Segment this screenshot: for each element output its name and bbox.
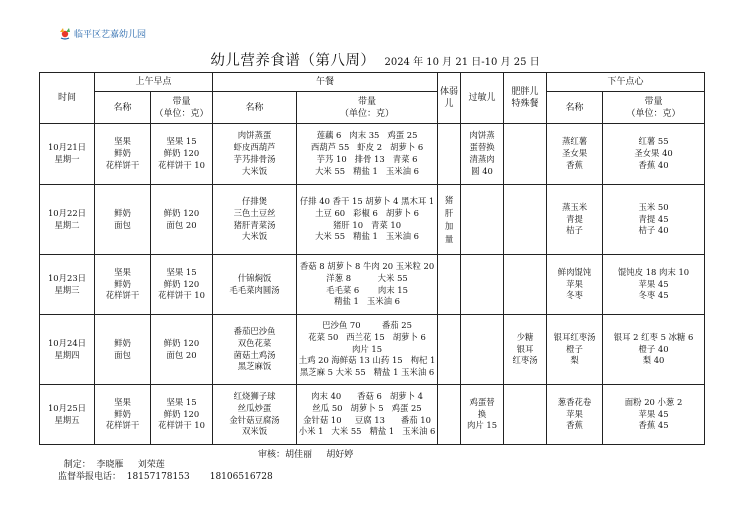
lunch-qty-line: 香菇 8 胡萝卜 8 牛肉 20 玉米粒 20 xyxy=(299,260,435,271)
menu-date-range: 2024 年 10 月 21 日-10 月 25 日 xyxy=(384,57,540,68)
morning-snack-names xyxy=(95,385,151,445)
obese-special-meal-line: 少糖 xyxy=(516,331,534,342)
lunch-qty-line: 黑芝麻 5 大米 55 精盐 1 玉米油 6 xyxy=(299,367,435,378)
header-morning-snack: 上午早点 xyxy=(95,73,213,92)
afternoon-snack-names-line: 苹果 xyxy=(566,278,583,289)
afternoon-snack-names xyxy=(547,385,603,445)
day-weekday-text: 星期一 xyxy=(54,154,80,164)
kindergarten-name: 临平区艺嘉幼儿园 xyxy=(74,29,147,40)
allergy-meal xyxy=(461,124,504,185)
lunch-names-line: 番茄巴沙鱼 xyxy=(233,325,276,336)
lunch-qty-line: 毛毛菜 6 肉末 15 xyxy=(326,284,408,295)
morning-snack-names-line: 鲜奶 xyxy=(114,278,131,289)
menu-day-row xyxy=(40,124,705,185)
menu-day-row xyxy=(40,255,705,315)
lunch-names-line: 红烧狮子球 xyxy=(233,390,276,401)
afternoon-snack-names-line: 葱香花卷 xyxy=(557,396,592,407)
header-obese-line1: 肥胖儿 xyxy=(511,87,539,97)
obese-special-meal xyxy=(504,315,547,385)
afternoon-snack-qty-line: 冬枣 45 xyxy=(638,290,669,301)
obese-special-meal-line: 银耳 xyxy=(516,343,534,354)
afternoon-snack-qty-line: 红薯 55 xyxy=(638,136,669,147)
afternoon-snack-names-line: 香蕉 xyxy=(566,420,583,431)
kindergarten-logo-icon xyxy=(58,26,72,40)
morning-snack-qty xyxy=(151,185,213,255)
morning-snack-qty-line: 坚果 15 xyxy=(166,136,197,147)
morning-snack-qty-line: 面包 20 xyxy=(166,219,197,230)
afternoon-snack-names-line: 梨 xyxy=(570,355,579,366)
obese-special-meal xyxy=(504,185,547,255)
lunch-names-line: 金针菇豆腐汤 xyxy=(229,414,280,425)
morning-snack-qty-line: 坚果 15 xyxy=(166,266,197,277)
lunch-names-line: 双色花菜 xyxy=(237,337,272,348)
obese-special-meal xyxy=(504,385,547,445)
allergy-meal xyxy=(461,385,504,445)
morning-snack-names-line: 花样饼干 xyxy=(105,290,140,301)
morning-snack-names-line: 鲜奶 xyxy=(114,408,131,419)
allergy-meal-line: 鸡蛋替 xyxy=(469,396,495,407)
morning-snack-names-line: 坚果 xyxy=(114,266,131,277)
menu-day-row xyxy=(40,385,705,445)
afternoon-snack-qty-line: 香蕉 40 xyxy=(638,159,669,170)
day-date-text: 10月22日 xyxy=(47,207,87,218)
header-afternoon-qty: 带量 （单位：克） xyxy=(603,92,705,124)
afternoon-snack-qty-line: 苹果 45 xyxy=(638,408,669,419)
menu-title: 幼儿营养食谱（第八周） xyxy=(210,53,376,69)
lunch-names-line: 菌菇土鸡汤 xyxy=(233,349,276,360)
weak-child-meal xyxy=(438,124,461,185)
footer-reviewed-by: 审核：胡佳丽 胡好婷 xyxy=(258,450,354,460)
allergy-meal-line: 换 xyxy=(477,408,487,419)
afternoon-snack-qty xyxy=(603,255,705,315)
lunch-qty xyxy=(297,255,438,315)
weak-child-meal-line: 肝 xyxy=(444,207,454,218)
afternoon-snack-names-line: 橙子 xyxy=(566,343,583,354)
afternoon-snack-names-line: 圣女果 xyxy=(561,148,588,159)
morning-snack-names-line: 坚果 xyxy=(114,396,131,407)
day-date-text: 10月21日 xyxy=(47,142,87,153)
allergy-meal-line: 圆 40 xyxy=(471,165,493,176)
nutrition-menu-table xyxy=(39,72,705,445)
day-date xyxy=(40,124,95,185)
day-date-text: 10月23日 xyxy=(47,272,87,283)
day-date-text: 10月25日 xyxy=(47,402,87,413)
allergy-meal-line: 蛋替换 xyxy=(469,142,495,153)
morning-snack-names-line: 花样饼干 xyxy=(105,420,140,431)
lunch-qty-line: 大米 55 精盐 1 玉米油 6 xyxy=(315,165,419,176)
morning-snack-qty-line: 花样饼干 10 xyxy=(158,420,205,431)
morning-snack-qty xyxy=(151,315,213,385)
weak-child-meal-line: 猪 xyxy=(444,194,454,205)
menu-day-row xyxy=(40,315,705,385)
afternoon-snack-qty-line: 香蕉 45 xyxy=(638,420,669,431)
afternoon-snack-qty xyxy=(603,385,705,445)
lunch-qty-line: 巴沙鱼 70 番茄 25 xyxy=(322,320,412,330)
lunch-qty xyxy=(297,315,438,385)
lunch-names xyxy=(213,255,297,315)
lunch-qty-line: 金针菇 10 豆腐 13 番茄 10 xyxy=(303,414,431,425)
lunch-qty-line: 肉片 15 xyxy=(351,343,383,354)
day-date xyxy=(40,315,95,385)
afternoon-snack-names-line: 鲜肉馄饨 xyxy=(557,266,592,277)
allergy-meal xyxy=(461,315,504,385)
day-date xyxy=(40,255,95,315)
lunch-qty-line: 洋葱 8 大米 55 xyxy=(326,272,408,283)
allergy-meal-line: 肉饼蒸 xyxy=(469,130,495,141)
lunch-qty-line: 土豆 60 彩椒 6 胡萝卜 6 xyxy=(315,207,419,218)
morning-snack-names xyxy=(95,185,151,255)
lunch-qty-line: 莲藕 6 肉末 35 鸡蛋 25 xyxy=(316,130,418,141)
lunch-qty xyxy=(297,124,438,185)
obese-special-meal-line: 红枣汤 xyxy=(512,355,538,366)
header-morning-name: 名称 xyxy=(95,92,151,124)
lunch-qty xyxy=(297,385,438,445)
lunch-qty-line: 芋艿 10 排骨 13 青菜 6 xyxy=(316,154,418,164)
afternoon-snack-names xyxy=(547,185,603,255)
morning-snack-qty xyxy=(151,124,213,185)
lunch-qty-line: 肉末 40 香菇 6 胡萝卜 4 xyxy=(311,390,423,401)
lunch-qty-line: 小米 1 大米 55 精盐 1 玉米油 6 xyxy=(298,426,436,437)
morning-snack-qty-line: 鲜奶 120 xyxy=(163,207,200,218)
day-weekday-text: 星期四 xyxy=(54,349,80,360)
header-lunch: 午餐 xyxy=(213,73,438,92)
day-date xyxy=(40,385,95,445)
header-obese-special xyxy=(504,73,547,124)
header-time: 时间 xyxy=(40,73,95,124)
footer-hotline: 监督举报电话： 18157178153 18106516728 xyxy=(58,472,273,482)
afternoon-snack-qty-line: 玉米 50 xyxy=(638,201,669,212)
afternoon-snack-names-line: 苹果 xyxy=(566,408,583,419)
lunch-qty-line: 丝瓜 50 胡萝卜 5 鸡蛋 25 xyxy=(312,402,422,413)
afternoon-snack-qty-line: 橙子 40 xyxy=(638,343,669,354)
allergy-meal-line: 清蒸肉 xyxy=(469,154,495,164)
weak-child-meal xyxy=(438,385,461,445)
lunch-qty-line: 大米 55 精盐 1 玉米油 6 xyxy=(315,231,419,242)
lunch-names-line: 大米饭 xyxy=(241,165,268,176)
afternoon-snack-qty-line: 苹果 45 xyxy=(638,278,669,289)
allergy-meal-line: 肉片 15 xyxy=(466,420,498,431)
lunch-names-line: 双米饭 xyxy=(241,426,268,437)
header-lunch-qty: 带量 （单位：克） xyxy=(297,92,438,124)
morning-snack-names-line: 面包 xyxy=(114,219,131,230)
afternoon-snack-names-line: 蒸红薯 xyxy=(561,136,588,147)
afternoon-snack-names-line: 蒸玉米 xyxy=(561,201,588,212)
afternoon-snack-names xyxy=(547,255,603,315)
morning-snack-qty xyxy=(151,255,213,315)
afternoon-snack-qty-line: 面粉 20 小葱 2 xyxy=(624,396,683,407)
lunch-names xyxy=(213,185,297,255)
afternoon-snack-names xyxy=(547,315,603,385)
morning-snack-qty-line: 鲜奶 120 xyxy=(163,408,200,419)
allergy-meal xyxy=(461,185,504,255)
lunch-qty-line: 猪肝 10 青菜 10 xyxy=(332,219,402,230)
day-date xyxy=(40,185,95,255)
day-weekday-text: 星期三 xyxy=(54,284,80,295)
morning-snack-qty-line: 花样饼干 10 xyxy=(158,159,205,170)
allergy-meal xyxy=(461,255,504,315)
morning-snack-names xyxy=(95,124,151,185)
afternoon-snack-qty-line: 圣女果 40 xyxy=(634,148,673,159)
footer-prepared-by: 制定： 李晓雁 刘荣莲 xyxy=(63,460,165,470)
afternoon-snack-qty-line: 梨 40 xyxy=(642,355,665,366)
morning-snack-qty-line: 面包 20 xyxy=(166,349,197,360)
header-obese-line2: 特殊餐 xyxy=(511,99,539,109)
morning-snack-qty-line: 坚果 15 xyxy=(166,396,197,407)
afternoon-snack-qty-line: 青提 45 xyxy=(638,213,669,224)
afternoon-snack-qty xyxy=(603,315,705,385)
afternoon-snack-qty-line: 馄饨皮 18 肉末 10 xyxy=(617,266,690,277)
obese-special-meal xyxy=(504,255,547,315)
day-weekday-text: 星期二 xyxy=(54,219,80,230)
obese-special-meal xyxy=(504,124,547,185)
lunch-names-line: 肉饼蒸蛋 xyxy=(237,130,272,141)
morning-snack-names-line: 花样饼干 xyxy=(105,159,140,170)
lunch-names-line: 芋艿排骨汤 xyxy=(233,154,276,164)
page-title xyxy=(0,49,750,70)
weak-child-meal xyxy=(438,185,461,255)
afternoon-snack-names-line: 青提 xyxy=(566,213,583,224)
morning-snack-qty-line: 鲜奶 120 xyxy=(163,337,200,348)
afternoon-snack-names-line: 冬枣 xyxy=(566,290,583,301)
afternoon-snack-names xyxy=(547,124,603,185)
morning-snack-names-line: 鲜奶 xyxy=(114,148,131,159)
morning-snack-names-line: 面包 xyxy=(114,349,131,360)
menu-day-row xyxy=(40,185,705,255)
lunch-qty-line: 仔排 40 香干 15 胡萝卜 4 黑木耳 1 xyxy=(299,195,435,206)
weak-child-meal xyxy=(438,315,461,385)
kindergarten-logo xyxy=(58,26,146,40)
lunch-names-line: 虾皮西葫芦 xyxy=(233,142,276,153)
header-lunch-name: 名称 xyxy=(213,92,297,124)
lunch-names-line: 大米饭 xyxy=(241,231,268,242)
day-weekday-text: 星期五 xyxy=(54,414,80,425)
morning-snack-qty-line: 鲜奶 120 xyxy=(163,278,200,289)
header-morning-qty: 带量 （单位：克） xyxy=(151,92,213,124)
lunch-names-line: 丝瓜炒蛋 xyxy=(237,402,272,413)
weak-child-meal-line: 量 xyxy=(444,233,454,244)
morning-snack-names-line: 坚果 xyxy=(114,136,131,147)
weak-child-meal xyxy=(438,255,461,315)
afternoon-snack-qty-line: 银耳 2 红枣 5 冰糖 6 xyxy=(613,331,694,342)
lunch-names-line: 仔排煲 xyxy=(241,195,268,206)
afternoon-snack-names-line: 桔子 xyxy=(566,225,583,236)
lunch-qty-line: 精盐 1 玉米油 6 xyxy=(334,296,400,307)
morning-snack-names xyxy=(95,315,151,385)
lunch-names-line: 三色土豆丝 xyxy=(233,207,276,218)
morning-snack-qty-line: 花样饼干 10 xyxy=(158,290,205,301)
header-allergy: 过敏儿 xyxy=(461,73,504,124)
morning-snack-qty xyxy=(151,385,213,445)
weak-child-meal-line: 加 xyxy=(444,220,454,231)
morning-snack-names-line: 鲜奶 xyxy=(114,337,131,348)
lunch-names-line: 猪肝青菜汤 xyxy=(233,219,276,230)
day-date-text: 10月24日 xyxy=(47,337,87,348)
lunch-names xyxy=(213,124,297,185)
header-afternoon-snack: 下午点心 xyxy=(547,73,705,92)
afternoon-snack-qty xyxy=(603,124,705,185)
lunch-names-line: 黑芝麻饭 xyxy=(237,361,272,372)
lunch-names xyxy=(213,315,297,385)
morning-snack-names xyxy=(95,255,151,315)
morning-snack-names-line: 鲜奶 xyxy=(114,207,131,218)
afternoon-snack-qty-line: 桔子 40 xyxy=(638,225,669,236)
lunch-qty xyxy=(297,185,438,255)
header-afternoon-name: 名称 xyxy=(547,92,603,124)
lunch-names-line: 什锦焖饭 xyxy=(237,272,272,283)
lunch-qty-line: 西葫芦 55 虾皮 2 胡萝卜 6 xyxy=(310,142,424,153)
afternoon-snack-names-line: 银耳红枣汤 xyxy=(553,331,596,342)
afternoon-snack-qty xyxy=(603,185,705,255)
afternoon-snack-names-line: 香蕉 xyxy=(566,159,583,170)
header-weak-child: 体弱儿 xyxy=(438,73,461,124)
lunch-qty-line: 土鸡 20 海鲜菇 13 山药 15 枸杞 1 xyxy=(298,355,436,366)
lunch-names-line: 毛毛菜肉圆汤 xyxy=(229,284,280,295)
lunch-qty-line: 花菜 50 西兰花 15 胡萝卜 6 xyxy=(308,331,426,342)
morning-snack-qty-line: 鲜奶 120 xyxy=(163,148,200,159)
lunch-names xyxy=(213,385,297,445)
